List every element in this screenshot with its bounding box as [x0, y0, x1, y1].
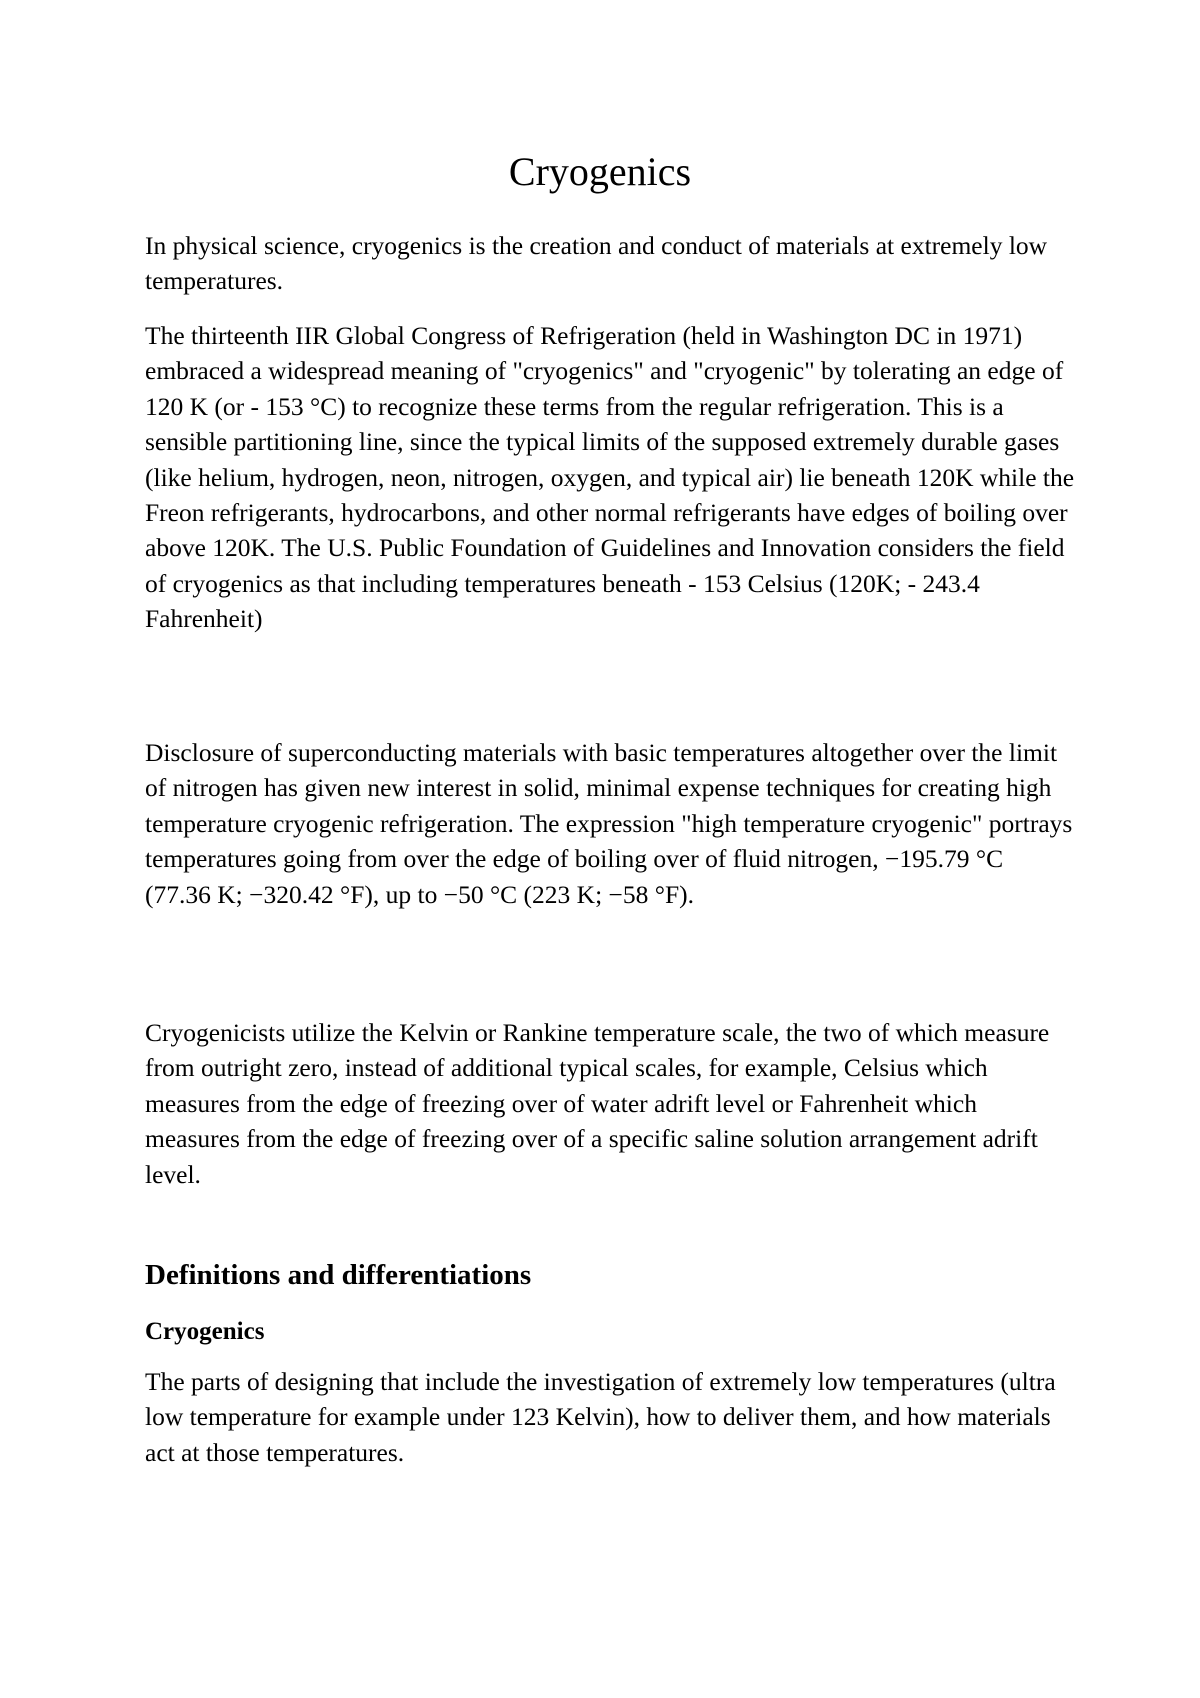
paragraph-iir-congress: The thirteenth IIR Global Congress of Refrigeration (held in Washington DC in 1971) embraced a widespread meaning of "cryogenics" and "cryogenic" by tolerating an edge of 120 K (or - 153 °C) to recognize these terms from the regular refrigeration. This is a sensible partitioning line, since the typical limits of the supposed extremely durable gases (like helium, hydrogen, neon, nitrogen, oxygen, and typical air) lie beneath 120K while the Freon refrigerants, hydrocarbons, and other normal refrigerants have edges of boiling over above 120K. The U.S. Public Foundation of Guidelines and Innovation considers the field of cryogenics as that including temperatures beneath - 153 Celsius (120K; - 243.4 Fahrenheit) [145, 321, 1075, 634]
paragraph-definition: The parts of designing that include the investigation of extremely low temperatures (ultra low temperature for example under 123 Kelvin), how to deliver them, and how materials act at those temperatures. [145, 1367, 1056, 1467]
document-title: Cryogenics [508, 149, 692, 194]
section-heading: Definitions and differentiations [145, 1259, 532, 1291]
subsection-heading: Cryogenics [145, 1318, 265, 1345]
paragraph-superconducting: Disclosure of superconducting materials with basic temperatures altogether over the limit of nitrogen has given new interest in solid, minimal expense techniques for creating high temperature cryogenic refrigeration. The expression "high temperature cryogenic" portrays temperatures going from over the edge of boiling over of fluid nitrogen, −195.79 °C (77.36 K; −320.42 °F), up to −50 °C (223 K; −58 °F). [145, 738, 1073, 909]
paragraph-intro: In physical science, cryogenics is the creation and conduct of materials at extremely low temperatures. [145, 231, 1048, 296]
paragraph-temperature-scales: Cryogenicists utilize the Kelvin or Rankine temperature scale, the two of which measure from outright zero, instead of additional typical scales, for example, Celsius which measures from the edge of freezing over of water adrift level or Fahrenheit which measures from the edge of freezing over of a specific saline solution arrangement adrift level. [145, 1018, 1050, 1189]
